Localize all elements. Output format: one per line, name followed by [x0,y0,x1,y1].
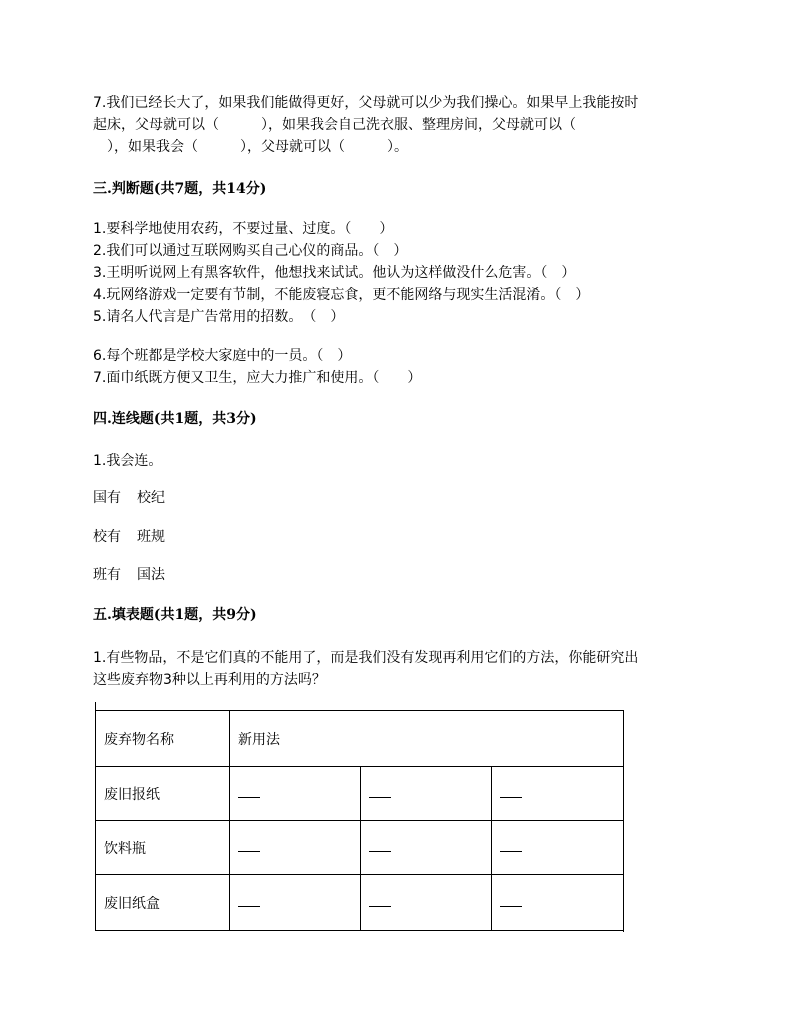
match-right-3[interactable]: 国法 [137,567,165,583]
header-usage-cell: 新用法 [230,711,624,767]
s3-item-2: 2.我们可以通过互联网购买自己心仪的商品。（ ） [93,243,408,259]
s3-item-4: 4.玩网络游戏一定要有节制，不能废寝忘食，更不能网络与现实生活混淆。（ ） [93,287,590,303]
match-row-1 [93,487,165,509]
answer-blank[interactable] [500,841,522,852]
table-corner-mark [95,702,96,710]
table-row [96,821,624,875]
answer-cell[interactable] [492,767,624,821]
section5-title: 五.填表题(共1题，共9分) [93,607,257,623]
s3-item-3: 3.王明听说网上有黑客软件，他想找来试试。他认为这样做没什么危害。（ ） [93,265,576,281]
answer-blank[interactable] [238,787,260,798]
match-left-1[interactable]: 国有 [93,490,121,506]
q7-line-3: ），如果我会（ ），父母就可以（ ）。 [93,139,408,155]
row-label-bottle: 饮料瓶 [96,821,230,875]
match-row-2 [93,526,165,548]
row-label-newspaper: 废旧报纸 [96,767,230,821]
section4-title: 四.连线题(共1题，共3分) [93,411,257,427]
s4-question: 1.我会连。 [93,453,163,469]
answer-cell[interactable] [230,767,361,821]
q7-line-1: 7.我们已经长大了，如果我们能做得更好，父母就可以少为我们操心。如果早上我能按时 [93,95,639,111]
answer-cell[interactable] [492,821,624,875]
s3-item-6: 6.每个班都是学校大家庭中的一员。（ ） [93,348,352,364]
answer-blank[interactable] [369,787,391,798]
table-row [96,875,624,931]
answer-blank[interactable] [238,841,260,852]
match-right-1[interactable]: 校纪 [137,490,165,506]
answer-blank[interactable] [500,787,522,798]
s3-item-5: 5.请名人代言是广告常用的招数。 （ ） [93,309,345,325]
match-row-3 [93,564,165,586]
table-row [96,767,624,821]
answer-cell[interactable] [361,821,492,875]
answer-blank[interactable] [500,896,522,907]
answer-cell[interactable] [492,875,624,931]
section3-title: 三.判断题(共7题，共14分) [93,181,267,197]
answer-blank[interactable] [369,896,391,907]
fill-table [95,710,624,931]
table-corner-mark [623,928,624,932]
s5-question-line-2: 这些废弃物3种以上再利用的方法吗？ [93,672,326,688]
s3-item-1: 1.要科学地使用农药，不要过量、过度。（ ） [93,221,394,237]
header-name-cell: 废弃物名称 [96,711,230,767]
answer-cell[interactable] [230,821,361,875]
row-label-box: 废旧纸盒 [96,875,230,931]
s5-question-line-1: 1.有些物品，不是它们真的不能用了，而是我们没有发现再利用它们的方法，你能研究出 [93,650,639,666]
match-left-2[interactable]: 校有 [93,529,121,545]
table-header-row [96,711,624,767]
s3-item-7: 7.面巾纸既方便又卫生，应大力推广和使用。（ ） [93,370,422,386]
match-right-2[interactable]: 班规 [137,529,165,545]
answer-blank[interactable] [369,841,391,852]
answer-cell[interactable] [230,875,361,931]
answer-cell[interactable] [361,875,492,931]
match-left-3[interactable]: 班有 [93,567,121,583]
answer-blank[interactable] [238,896,260,907]
answer-cell[interactable] [361,767,492,821]
q7-line-2: 起床，父母就可以（ ），如果我会自己洗衣服、整理房间，父母就可以（ [93,117,576,133]
